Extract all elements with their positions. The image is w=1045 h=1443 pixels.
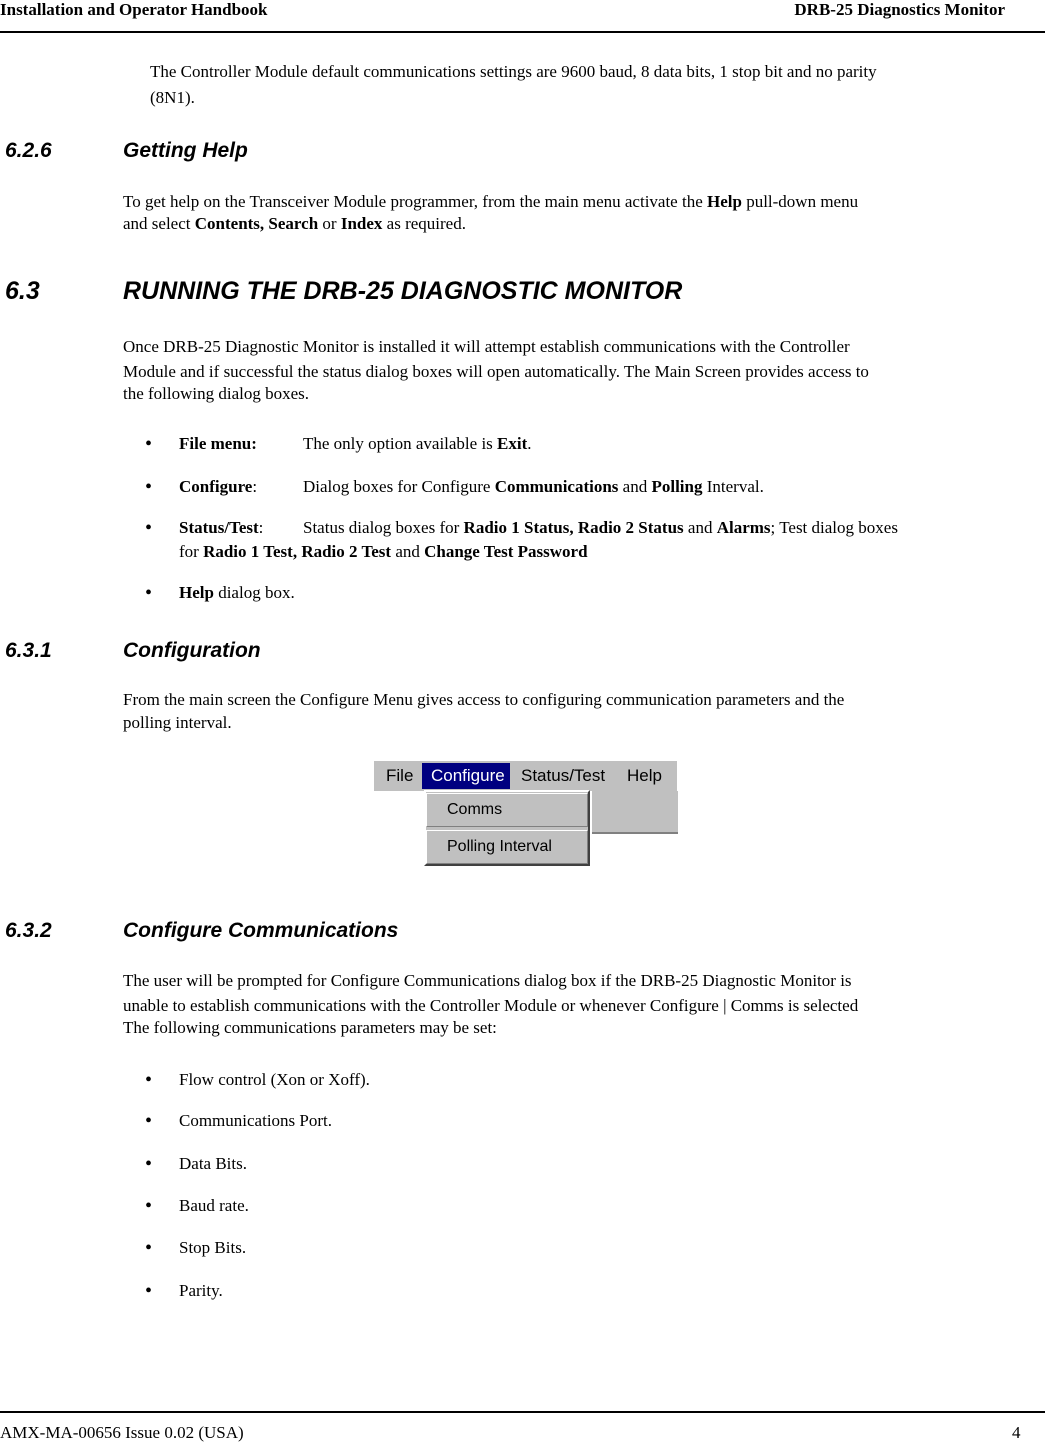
comms-paragraph-line-1: The user will be prompted for Configure Communications dialog box if the DRB-25 Diagnostic Monitor is [123,971,852,990]
menu-configure[interactable]: Configure [422,763,510,789]
page-number: 4 [1012,1423,1021,1442]
heading-6-3-1 [5,639,605,663]
bullet-icon: • [145,1153,153,1175]
comms-paragraph-line-2: unable to establish communications with the Controller Module or whenever Configure | Comms is selected [123,996,859,1015]
intro-line-1: The Controller Module default communications settings are 9600 baud, 8 data bits, 1 stop bit and no parity [150,62,877,81]
menu-item-polling-interval[interactable]: Polling Interval [426,830,588,864]
help-paragraph-line-2: and select Contents, Search or Index as required. [123,214,466,233]
header-rule [0,31,1045,33]
bullet-icon: • [145,476,153,498]
footer-rule [0,1411,1045,1413]
configuration-paragraph-line-2: polling interval. [123,713,232,732]
menu-status-test[interactable]: Status/Test [521,766,606,785]
comms-paragraph-line-3: The following communications parameters may be set: [123,1018,497,1037]
menu-bar [374,760,677,791]
heading-number: 6.3.2 [5,919,52,942]
bullet-status-test: • Status/Test: Status dialog boxes for Radio 1 Status, Radio 2 Status and Alarms; Test dialog boxes for Radio 1 Test, Radio 2 Test and Change Test Password [145,517,898,561]
running-paragraph-line-2: Module and if successful the status dialog boxes will open automatically. The Main Screen provides access to [123,362,869,381]
heading-number: 6.2.6 [5,139,52,162]
bullet-icon: • [145,517,153,539]
bullet-icon: • [145,582,153,604]
bullet-icon: • [145,1195,153,1217]
bullet-icon: • [145,433,153,455]
heading-title: Getting Help [123,139,248,162]
configuration-paragraph-line-1: From the main screen the Configure Menu gives access to configuring communication parameters and the [123,690,845,709]
bullet-icon: • [145,1237,153,1259]
heading-title: Configuration [123,639,261,662]
heading-number: 6.3 [5,277,40,305]
intro-line-2: (8N1). [150,88,195,107]
running-paragraph-line-3: the following dialog boxes. [123,384,310,403]
running-paragraph-line-1: Once DRB-25 Diagnostic Monitor is installed it will attempt establish communications with the Controller [123,337,850,356]
bullet-icon: • [145,1280,153,1302]
configure-dropdown [424,790,590,866]
configure-menu-screenshot [374,760,678,876]
header-title: Installation and Operator Handbook [0,0,268,19]
menu-file[interactable]: File [386,766,414,785]
menu-help[interactable]: Help [627,766,662,785]
heading-6-3 [5,277,905,305]
menu-item-comms[interactable]: Comms [426,793,588,827]
footer-doc-id: AMX-MA-00656 Issue 0.02 (USA) [0,1423,244,1442]
heading-title: Configure Communications [123,919,399,942]
bullet-icon: • [145,1110,153,1132]
heading-number: 6.3.1 [5,639,52,662]
header-doc-name: DRB-25 Diagnostics Monitor [794,0,1005,19]
heading-title: RUNNING THE DRB-25 DIAGNOSTIC MONITOR [123,277,683,305]
heading-6-3-2 [5,919,705,943]
help-paragraph-line-1: To get help on the Transceiver Module programmer, from the main menu activate the Help pull-down menu [123,192,859,211]
window-background [592,791,678,834]
bullet-icon: • [145,1069,153,1091]
heading-6-2-6 [5,139,605,163]
